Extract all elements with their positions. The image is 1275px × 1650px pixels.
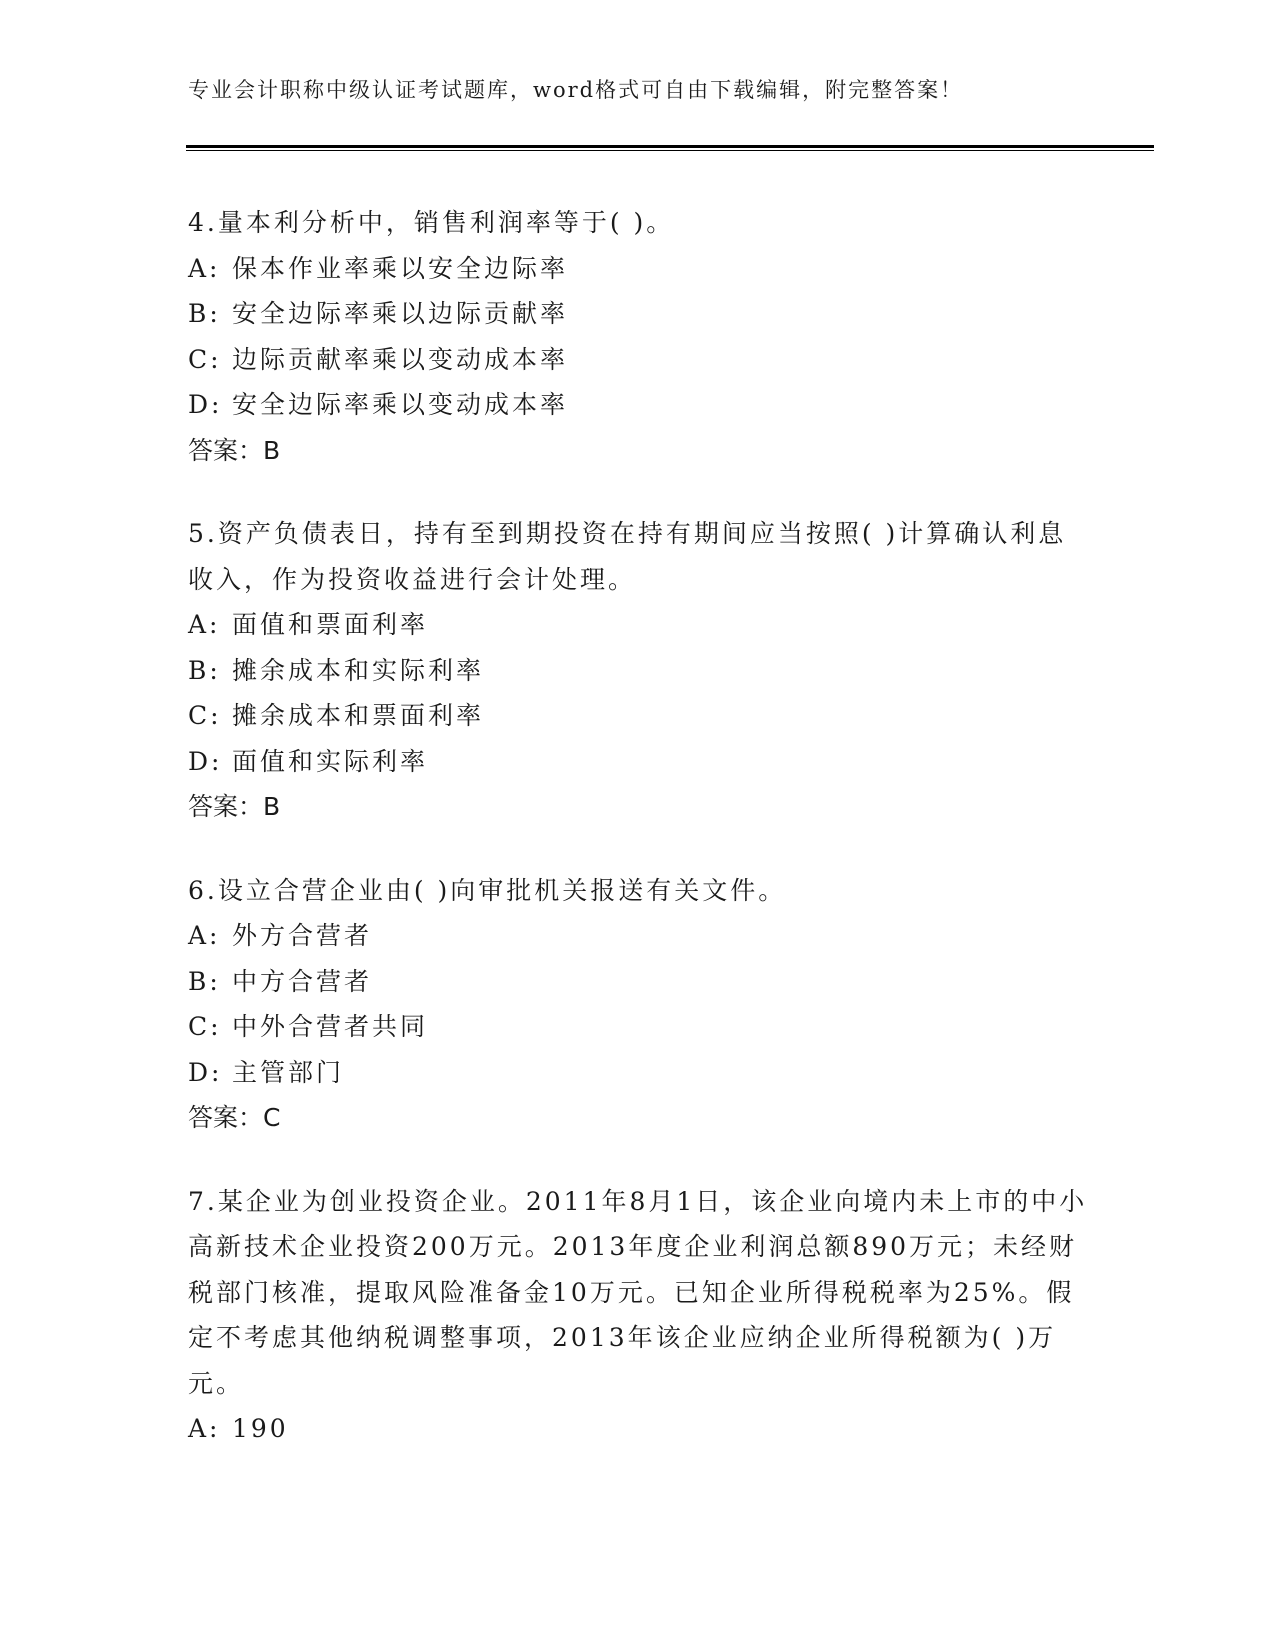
option-key: B: bbox=[188, 966, 221, 996]
option-key: A: bbox=[188, 610, 221, 639]
question-7 bbox=[188, 1179, 1088, 1452]
question-6 bbox=[188, 868, 1088, 1141]
question-stem: 4.量本利分析中，销售利润率等于( )。 bbox=[188, 208, 675, 237]
option-key: D: bbox=[188, 390, 223, 419]
option-text: 190 bbox=[232, 1414, 289, 1443]
answer-line: 答案：B bbox=[188, 792, 281, 821]
option-text: 中方合营者 bbox=[232, 966, 373, 996]
option-a bbox=[188, 913, 1088, 959]
option-b bbox=[188, 959, 1088, 1005]
option-b bbox=[188, 648, 1088, 694]
option-key: C: bbox=[188, 1012, 222, 1041]
page-header: 专业会计职称中级认证考试题库，word格式可自由下载编辑，附完整答案！ bbox=[188, 78, 964, 102]
option-a bbox=[188, 602, 1088, 648]
option-key: B: bbox=[188, 655, 221, 685]
option-d bbox=[188, 1050, 1088, 1096]
question-stem: 6.设立合营企业由( )向审批机关报送有关文件。 bbox=[188, 875, 787, 905]
option-d bbox=[188, 739, 1088, 785]
option-text: 主管部门 bbox=[232, 1057, 345, 1087]
answer-line: 答案：B bbox=[188, 435, 281, 465]
option-key: A: bbox=[188, 921, 221, 950]
option-text: 边际贡献率乘以变动成本率 bbox=[232, 344, 569, 374]
question-4 bbox=[188, 200, 1088, 473]
option-text: 摊余成本和票面利率 bbox=[232, 701, 485, 730]
question-list bbox=[188, 200, 1088, 1490]
option-text: 安全边际率乘以变动成本率 bbox=[232, 390, 569, 419]
option-c bbox=[188, 693, 1088, 739]
header-rule-thick bbox=[186, 145, 1154, 148]
question-stem: 7.某企业为创业投资企业。2011年8月1日，该企业向境内未上市的中小高新技术企业投资200万元。2013年度企业利润总额890万元；未经财税部门核准，提取风险准备金10万元。已知企业所得税税率为25%。假定不考虑其他纳税调整事项，2013年该企业应纳企业所得税额为( )万元。 bbox=[188, 1186, 1088, 1398]
question-stem: 5.资产负债表日，持有至到期投资在持有期间应当按照( )计算确认利息收入，作为投资收益进行会计处理。 bbox=[188, 519, 1067, 594]
option-c bbox=[188, 1004, 1088, 1050]
answer-line: 答案：C bbox=[188, 1103, 281, 1132]
option-b bbox=[188, 291, 1088, 337]
option-a bbox=[188, 246, 1088, 292]
option-c bbox=[188, 337, 1088, 383]
question-5 bbox=[188, 511, 1088, 830]
option-key: C: bbox=[188, 344, 222, 374]
header-rule-thin bbox=[186, 150, 1154, 151]
option-text: 摊余成本和实际利率 bbox=[232, 655, 485, 685]
option-text: 面值和票面利率 bbox=[232, 610, 429, 639]
option-a bbox=[188, 1406, 1088, 1452]
option-key: D: bbox=[188, 1057, 223, 1087]
option-d bbox=[188, 382, 1088, 428]
option-key: D: bbox=[188, 746, 223, 776]
option-text: 保本作业率乘以安全边际率 bbox=[232, 253, 569, 283]
option-text: 中外合营者共同 bbox=[232, 1012, 429, 1041]
option-key: A: bbox=[188, 253, 221, 283]
option-key: A: bbox=[188, 1414, 221, 1443]
option-key: C: bbox=[188, 701, 222, 730]
option-text: 安全边际率乘以边际贡献率 bbox=[232, 299, 569, 328]
option-text: 外方合营者 bbox=[232, 921, 373, 950]
option-key: B: bbox=[188, 299, 221, 328]
option-text: 面值和实际利率 bbox=[232, 746, 429, 776]
